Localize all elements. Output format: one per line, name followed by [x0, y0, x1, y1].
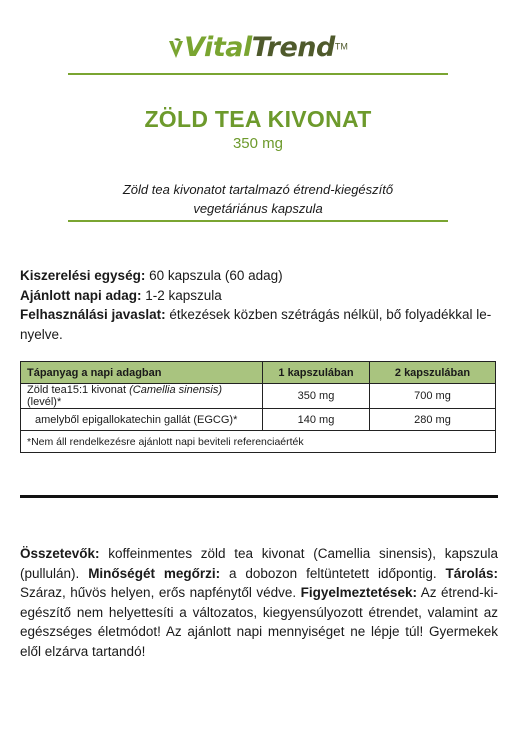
ingredients-label: Összetevők: [20, 546, 100, 561]
best-before-label: Minőségét megőrzi: [88, 565, 221, 581]
value-1-capsule: 350 mg [263, 384, 370, 409]
usage-info [20, 266, 498, 344]
table-header-row [21, 362, 496, 384]
table-row [21, 409, 496, 431]
product-subtitle: Zöld tea kivonatot tartalmazó étrend-kiegészítő vegetáriánus kapszula [122, 182, 394, 216]
value-2-capsules: 280 mg [370, 409, 496, 431]
subtitle-divider [68, 220, 448, 222]
column-header: 1 kapszulában [263, 362, 370, 384]
section-divider [20, 495, 498, 498]
nutrient-name: Zöld tea15:1 kivonat (Camellia sinensis)(levél)* [21, 384, 263, 409]
usage-suggestion: Felhasználási javaslat: étkezések közben szétrágás nélkül, bő folyadékkal le-nyelve. [20, 307, 492, 342]
value-2-capsules: 700 mg [370, 384, 496, 409]
pack-size: Kiszerelési egység: 60 kapszula (60 adag) [20, 268, 283, 283]
ingredients-text: Összetevők: koffeinmentes zöld tea kivonat (Camellia sinensis), kapszula (pullulán). Minőségét megőrzi: a dobozon feltüntetett időpontig. Tárolás: Száraz, hűvös helyen, erős napfénytől védve. Figyelmeztetések: Az étrend-ki-egészítő nem helyettesíti a változatos, kiegyensúlyozott étrendet, valamint az egészséges életmódot! Az ajánlott napi mennyiséget ne lépje túl! Gyermekek elől elzárva tartandó! [20, 546, 499, 659]
leaf-icon [168, 38, 184, 60]
product-dose: 350 mg [232, 135, 284, 152]
daily-dose: Ajánlott napi adag: 1-2 kapszula [20, 287, 222, 303]
table-footnote: *Nem áll rendelkezésre ajánlott napi beviteli referenciaérték [21, 431, 496, 453]
column-header: 2 kapszulában [370, 362, 496, 384]
brand-logo [0, 32, 516, 63]
brand-name: VitalTrend [184, 32, 335, 63]
storage-label: Tárolás: [445, 565, 499, 581]
table-footnote-row [21, 431, 496, 453]
top-divider [68, 73, 448, 75]
nutrient-name: amelyből epigallokatechin gallát (EGCG)* [21, 409, 263, 431]
table-row [21, 384, 496, 409]
product-title: ZÖLD TEA KIVONAT [144, 106, 372, 132]
column-header: Tápanyag a napi adagban [21, 362, 263, 384]
value-1-capsule: 140 mg [263, 409, 370, 431]
nutrition-table [20, 361, 496, 453]
warnings-label: Figyelmeztetések: [300, 585, 417, 600]
trademark-mark: TM [334, 41, 348, 52]
